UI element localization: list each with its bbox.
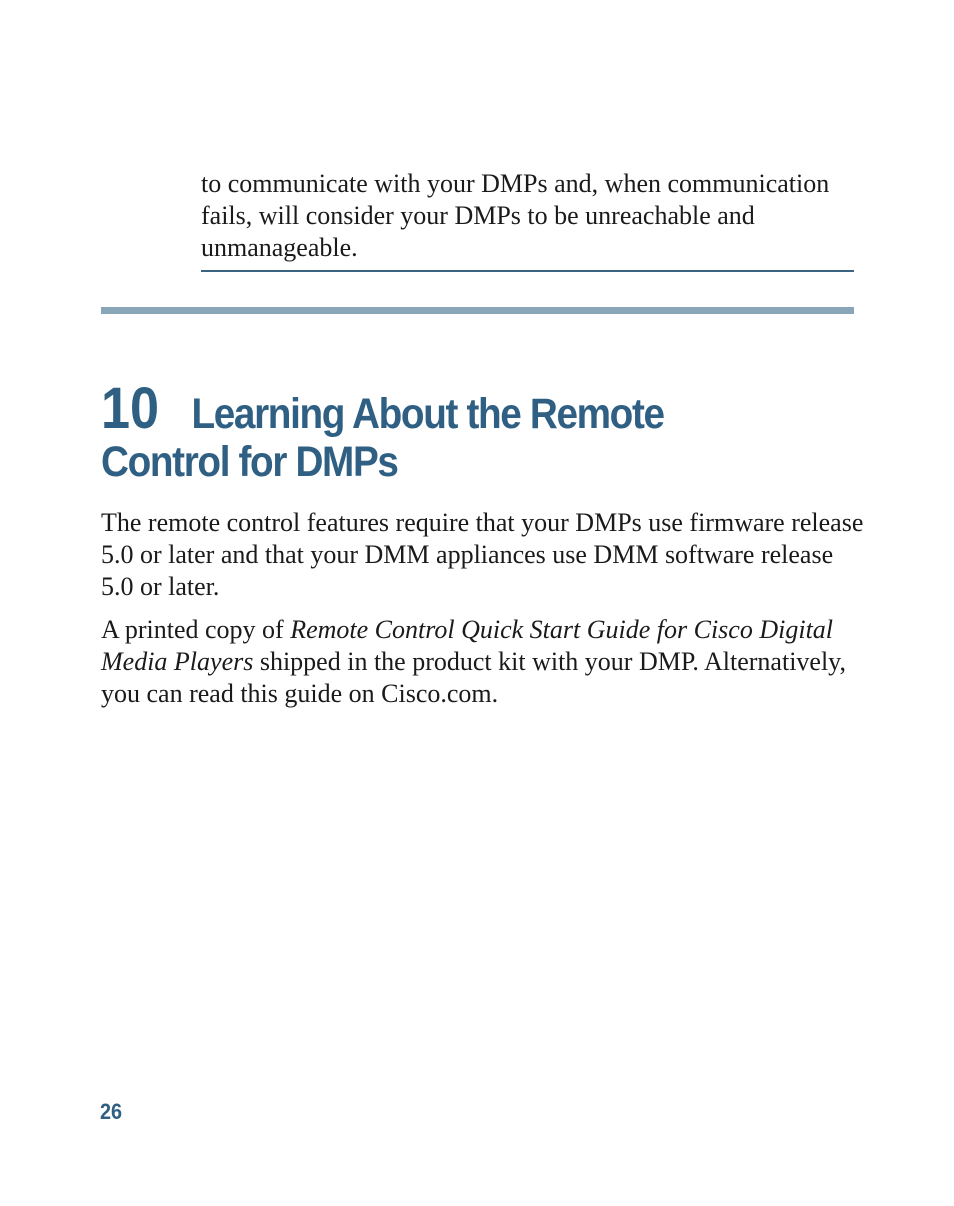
body-paragraph-1: The remote control features require that your DMPs use firmware release 5.0 or later and that your DMM appliances use DMM software release 5.0 or later. bbox=[101, 508, 864, 601]
section-divider bbox=[101, 307, 854, 314]
note-text: to communicate with your DMPs and, when communication fails, will consider your DMPs to be unreachable and unmanageable. bbox=[201, 169, 830, 262]
section-title-line1: Learning About the Remote bbox=[191, 390, 664, 438]
section-title-line2: Control for DMPs bbox=[101, 438, 398, 486]
guide-title: Remote Control Quick Start Guide for Cisco Digital Media Players bbox=[101, 615, 834, 676]
para2-lead: A printed copy of bbox=[101, 615, 291, 644]
note-divider bbox=[201, 270, 854, 272]
section-heading bbox=[101, 376, 821, 486]
para2-tail: shipped in the product kit with your DMP. Alternatively, you can read this guide on Cisco.com. bbox=[101, 647, 846, 708]
section-number: 10 bbox=[101, 376, 160, 441]
page-number: 26 bbox=[100, 1099, 123, 1124]
body-paragraph-2 bbox=[101, 614, 871, 710]
